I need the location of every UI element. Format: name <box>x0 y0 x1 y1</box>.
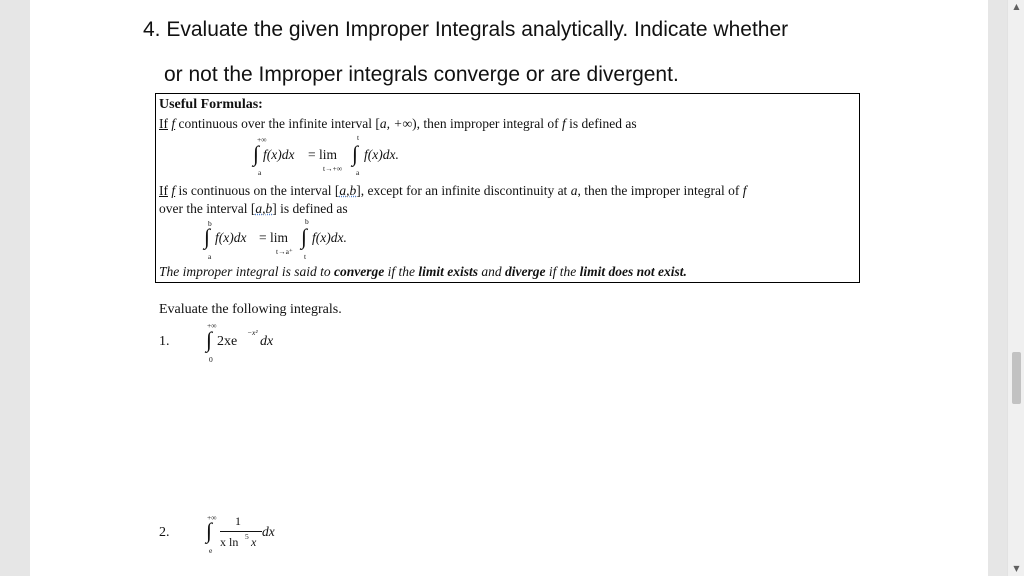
f2-lower-right: t <box>304 252 307 261</box>
problem-2-upper-limit: +∞ <box>207 513 217 522</box>
problem-2-den-var: x <box>251 535 257 549</box>
problem-1-integrand: 2xe <box>217 334 238 349</box>
note-converge: converge <box>334 264 385 279</box>
evaluate-heading: Evaluate the following integrals. <box>159 302 342 317</box>
f2-lim-subscript: t→a⁺ <box>276 247 293 256</box>
f1-eq-lim: = lim <box>308 147 337 162</box>
p1-text3: is defined as <box>565 116 637 131</box>
p1-interval: a, +∞ <box>379 116 413 131</box>
vertical-scrollbar[interactable] <box>1007 0 1024 576</box>
problem-2-lower-limit: e <box>209 546 213 555</box>
p2-line2a: over the interval [ <box>159 201 256 216</box>
note-d: if the <box>545 264 580 279</box>
p1-text2: ), then improper integral of <box>412 116 563 131</box>
p2-interval: a,b <box>339 183 357 198</box>
f2-upper-left: b <box>208 219 212 228</box>
f1-integral-sign-left: ∫ <box>253 141 260 166</box>
f1-lower-left: a <box>258 168 262 177</box>
p2-a: a <box>570 183 578 198</box>
f2-lower-left: a <box>208 252 212 261</box>
f2-integral-sign-right: ∫ <box>301 224 308 249</box>
f1-lower-right: a <box>356 168 360 177</box>
problem-2-dx: dx <box>262 524 275 539</box>
p1-f: f <box>171 116 176 131</box>
question-line-2: or not the Improper integrals converge or are divergent. <box>164 63 679 86</box>
problem-1-exponent: −x² <box>247 328 258 337</box>
problem-1-upper-limit: +∞ <box>207 321 217 330</box>
p1-text: continuous over the infinite interval [ <box>175 116 380 131</box>
f2-lhs: f(x)dx <box>215 230 247 245</box>
p2-f: f <box>171 183 176 198</box>
problem-1-number: 1. <box>159 334 170 349</box>
p1-if: If <box>159 116 168 131</box>
note-a: The improper integral is said to <box>159 264 335 279</box>
problem-1-lower-limit: 0 <box>209 355 213 364</box>
question-line-1: 4. Evaluate the given Improper Integrals analytically. Indicate whether <box>143 18 789 41</box>
f2-upper-right: b <box>305 217 309 226</box>
p2-line2b: ] is defined as <box>272 201 348 216</box>
note-c: and <box>478 264 506 279</box>
problem-2-integral-sign: ∫ <box>206 518 213 543</box>
p2-if: If <box>159 183 168 198</box>
f1-lim-subscript: t→+∞ <box>323 164 343 173</box>
problem-2-number: 2. <box>159 525 170 540</box>
useful-formulas-heading: Useful Formulas: <box>159 97 263 112</box>
scroll-down-arrow-icon[interactable]: ▼ <box>1013 564 1020 573</box>
problem-2-numerator: 1 <box>235 514 241 528</box>
problem-2-fraction-bar <box>220 531 262 532</box>
formula-paragraph-2-line-2 <box>159 201 348 217</box>
note-limit-exists: limit exists <box>418 264 479 279</box>
p2-text2: ], except for an infinite discontinuity at <box>356 183 571 198</box>
f1-upper-left: +∞ <box>257 135 267 144</box>
p2-f2: f <box>742 183 747 198</box>
p2-text3: , then the improper integral of <box>577 183 743 198</box>
note-limit-not-exist: limit does not exist. <box>579 264 687 279</box>
note-diverge: diverge <box>505 264 546 279</box>
problem-1-dx: dx <box>260 334 274 349</box>
convergence-note <box>159 264 687 280</box>
p2-text: is continuous on the interval [ <box>175 183 340 198</box>
scrollbar-thumb[interactable] <box>1012 352 1021 404</box>
formula-paragraph-1 <box>159 116 637 132</box>
f1-lhs: f(x)dx <box>263 147 295 162</box>
f2-rhs: f(x)dx. <box>312 230 347 245</box>
f1-rhs: f(x)dx. <box>364 147 399 162</box>
f2-eq-lim: = lim <box>259 230 288 245</box>
problem-1-integral-sign: ∫ <box>206 327 213 352</box>
p1-f2: f <box>562 116 566 131</box>
f1-integral-sign-right: ∫ <box>352 141 359 166</box>
scroll-up-arrow-icon[interactable]: ▲ <box>1013 2 1020 11</box>
p2-line2-interval: a,b <box>255 201 273 216</box>
problem-2-den-exponent: 5 <box>245 532 249 541</box>
f1-upper-right: t <box>357 133 360 142</box>
f2-integral-sign-left: ∫ <box>204 224 211 249</box>
problem-2-denominator: x ln <box>220 535 239 549</box>
formula-paragraph-2 <box>159 183 747 199</box>
note-b: if the <box>384 264 419 279</box>
